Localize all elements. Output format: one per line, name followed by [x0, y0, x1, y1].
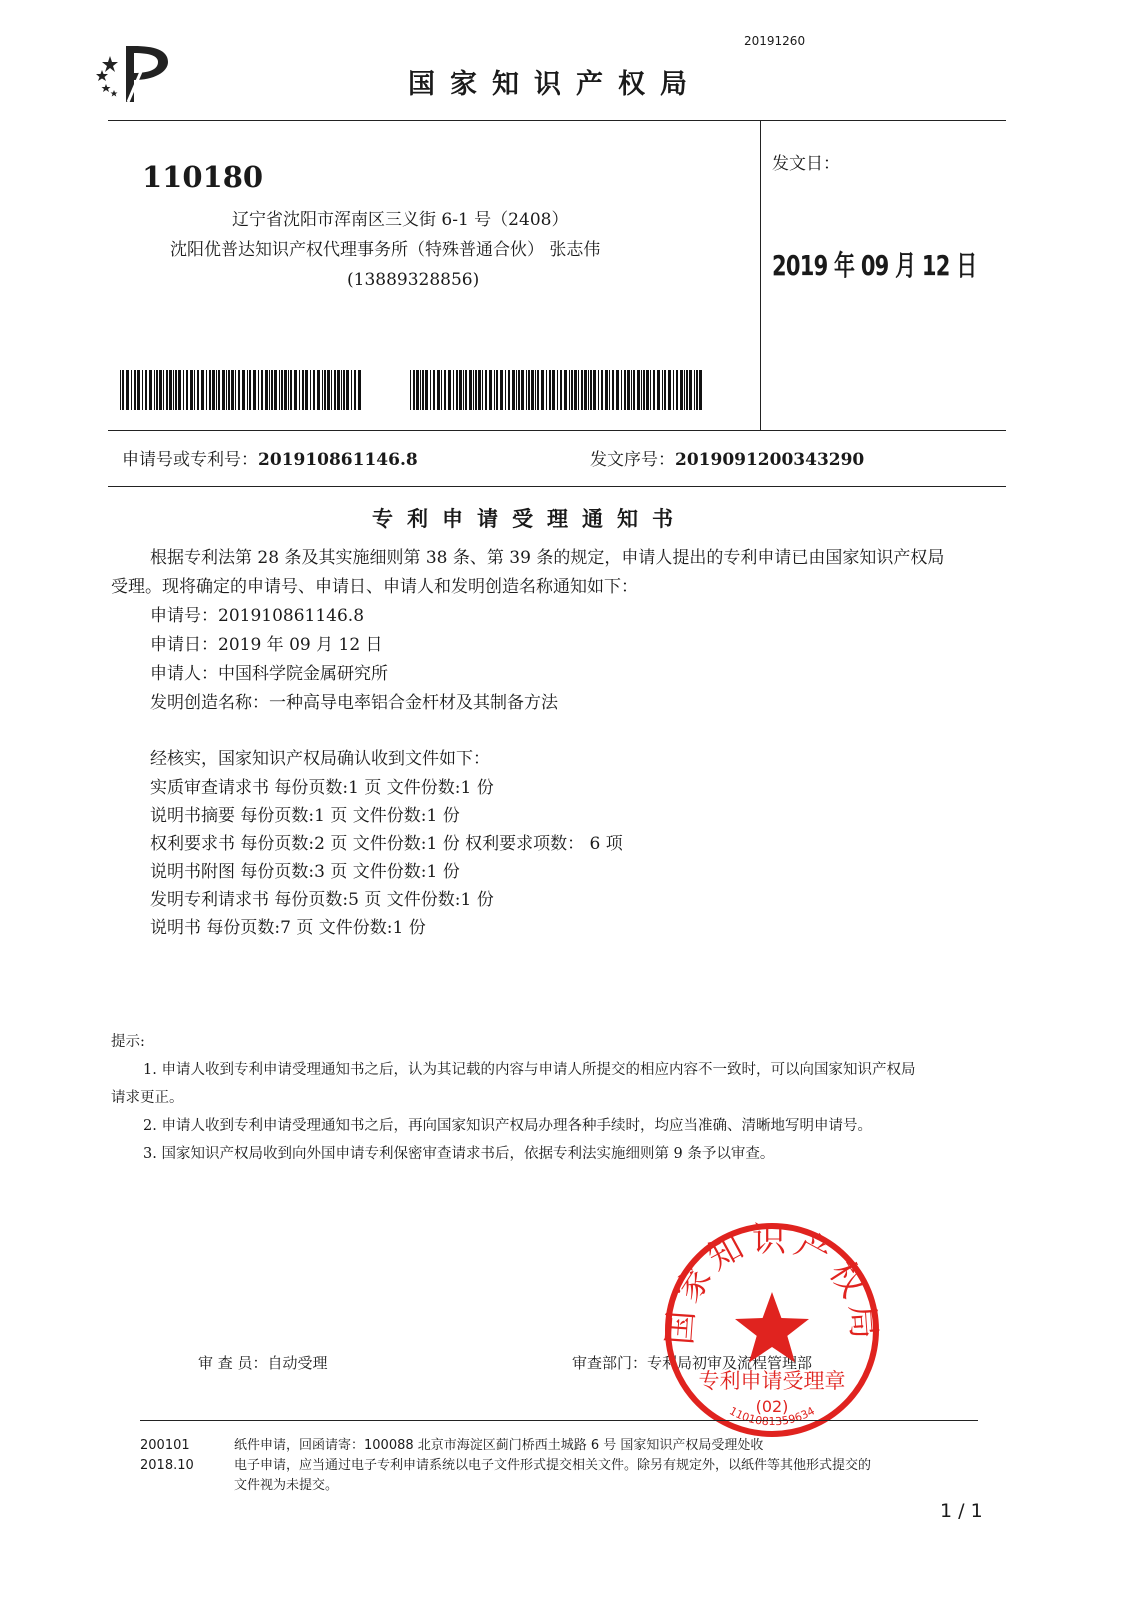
barcode-bar — [526, 370, 527, 410]
barcode-bar — [122, 370, 124, 410]
barcode-bar — [212, 370, 215, 410]
barcode-bar — [593, 370, 596, 410]
barcode-bar — [612, 370, 614, 410]
barcode-bar — [313, 370, 315, 410]
received-file: 说明书附图 每份页数:3 页 文件份数:1 份 — [150, 862, 460, 882]
barcode-bar — [627, 370, 630, 410]
barcode-bar — [149, 370, 152, 410]
barcode-bar — [238, 370, 240, 410]
field-applicant: 申请人：中国科学院金属研究所 — [150, 664, 388, 684]
barcode-bar — [609, 370, 610, 410]
barcode-bar — [258, 370, 259, 410]
barcode-bar — [689, 370, 692, 410]
barcode-bar — [531, 370, 534, 410]
barcode-bar — [574, 370, 577, 410]
barcode-bar — [581, 370, 583, 410]
barcode-bar — [637, 370, 640, 410]
barcode-bar — [253, 370, 256, 410]
barcode-bar — [624, 370, 626, 410]
barcode-bar — [465, 370, 467, 410]
barcode-bar — [354, 370, 356, 410]
barcode-bar — [341, 370, 342, 410]
barcode-bar — [673, 370, 674, 410]
barcode-bar — [500, 370, 503, 410]
barcode-bar — [433, 370, 435, 410]
barcode-bar — [201, 370, 204, 410]
barcode-bar — [643, 370, 645, 410]
seal-number: (02) — [755, 1397, 789, 1416]
barcode-bar — [145, 370, 147, 410]
barcode-bar — [269, 370, 270, 410]
seal-serial: 1101081359634 — [727, 1404, 817, 1429]
barcode-bar — [696, 370, 698, 410]
barcode-bar — [271, 370, 273, 410]
office-name: 国家知识产权局 — [408, 69, 702, 100]
barcode-bar — [473, 370, 474, 410]
issue-date-label: 发文日： — [772, 154, 840, 174]
barcode-bar — [560, 370, 562, 410]
barcode-bar — [186, 370, 188, 410]
barcode-bar — [218, 370, 220, 410]
barcode-bar — [416, 370, 419, 410]
barcode-bar — [247, 370, 248, 410]
barcode-bar — [222, 370, 225, 410]
barcode-bar — [676, 370, 678, 410]
barcode-bar — [541, 370, 544, 410]
barcode-bar — [650, 370, 651, 410]
barcode-bar — [485, 370, 487, 410]
agency-contact: 沈阳优普达知识产权代理事务所（特殊普通合伙） 张志伟 — [170, 240, 601, 260]
footer-line-2: 电子申请，应当通过电子专利申请系统以电子文件形式提交相关文件。除另有规定外，以纸件等其他形式提交的 — [234, 1458, 872, 1473]
barcode-bar — [631, 370, 632, 410]
barcode-bar — [175, 370, 177, 410]
barcode-bar — [578, 370, 579, 410]
app-number-row — [122, 446, 418, 475]
barcode-bar — [505, 370, 506, 410]
barcode-bar — [261, 370, 263, 410]
barcode-bar — [226, 370, 227, 410]
received-file: 发明专利请求书 每份页数:5 页 文件份数:1 份 — [150, 890, 494, 910]
barcode-bar — [324, 370, 326, 410]
barcode-bar — [422, 370, 424, 410]
barcode-bar — [228, 370, 230, 410]
barcode-bar — [163, 370, 164, 410]
barcode-bar — [137, 370, 140, 410]
barcode-bar — [322, 370, 323, 410]
barcode-bar — [456, 370, 458, 410]
barcode-bar — [668, 370, 671, 410]
barcode-bar — [294, 370, 297, 410]
barcode-bar — [265, 370, 268, 410]
barcode-bar — [169, 370, 172, 410]
barcode-bar — [601, 370, 603, 410]
barcode-bar — [453, 370, 454, 410]
barcode-bar — [552, 370, 555, 410]
barcode-bar — [206, 370, 207, 410]
barcode-bar — [549, 370, 551, 410]
barcode-bar — [633, 370, 635, 410]
serial-number-value: 2019091200343290 — [675, 450, 865, 470]
barcode-bar — [664, 370, 666, 410]
barcode-bar — [281, 370, 283, 410]
issue-date-handwritten: 2019 年 09 月 12 日 — [772, 249, 977, 282]
barcode-bar — [686, 370, 688, 410]
barcode-bar — [126, 370, 129, 410]
barcode-bar — [159, 370, 162, 410]
received-file: 说明书摘要 每份页数:1 页 文件份数:1 份 — [150, 806, 460, 826]
barcode-bar — [343, 370, 345, 410]
barcode-bar — [120, 370, 121, 410]
barcode-bar — [694, 370, 695, 410]
barcode-bar — [508, 370, 510, 410]
barcode-bar — [546, 370, 547, 410]
barcode-bar — [459, 370, 462, 410]
barcode-bar — [420, 370, 421, 410]
barcode-bar — [134, 370, 136, 410]
barcode-bar — [154, 370, 155, 410]
barcode-right — [410, 370, 702, 410]
barcode-bar — [564, 370, 567, 410]
barcode-bar — [216, 370, 217, 410]
barcode-bar — [194, 370, 195, 410]
app-number-label: 申请号或专利号： — [122, 450, 258, 470]
serial-number-label: 发文序号： — [590, 450, 675, 470]
barcode-bar — [571, 370, 573, 410]
barcode-bar — [178, 370, 181, 410]
barcode-bar — [327, 370, 330, 410]
received-file: 权利要求书 每份页数:2 页 文件份数:1 份 权利要求项数： 6 项 — [150, 834, 623, 854]
barcode-bar — [469, 370, 472, 410]
barcode-bar — [588, 370, 589, 410]
barcode-bar — [413, 370, 415, 410]
barcode-bar — [166, 370, 168, 410]
barcode-bar — [646, 370, 649, 410]
review-dept-value: 专利局初审及流程管理部 — [647, 1354, 813, 1372]
barcode-bar — [557, 370, 558, 410]
app-number-value: 201910861146.8 — [258, 450, 418, 470]
barcode-bar — [274, 370, 277, 410]
barcode-bar — [156, 370, 158, 410]
barcode-bar — [358, 370, 361, 410]
barcode-bar — [430, 370, 431, 410]
barcode-bar — [641, 370, 642, 410]
barcode-bar — [598, 370, 599, 410]
barcode-bar — [299, 370, 300, 410]
barcode-bar — [475, 370, 477, 410]
received-file: 说明书 每份页数:7 页 文件份数:1 份 — [150, 918, 426, 938]
barcode-bar — [528, 370, 530, 410]
field-app-date: 申请日：2019 年 09 月 12 日 — [150, 635, 383, 655]
barcode-bar — [331, 370, 332, 410]
barcode-bar — [518, 370, 520, 410]
page-number: 1 / 1 — [940, 1500, 983, 1522]
barcode-bar — [231, 370, 234, 410]
received-intro: 经核实，国家知识产权局确认收到文件如下： — [150, 749, 490, 769]
barcode-bar — [197, 370, 199, 410]
barcode-bar — [496, 370, 498, 410]
footer-line-3: 文件视为未提交。 — [234, 1478, 339, 1493]
address: 辽宁省沈阳市浑南区三义街 6-1 号（2408） — [232, 210, 569, 230]
barcode-bar — [569, 370, 570, 410]
barcode-bar — [351, 370, 352, 410]
barcode-bar — [209, 370, 211, 410]
examiner-label: 审 查 员： — [198, 1354, 268, 1372]
barcode-bar — [684, 370, 685, 410]
barcode-bar — [317, 370, 320, 410]
barcode-bar — [448, 370, 451, 410]
hints-label: 提示: — [111, 1034, 145, 1050]
review-dept-label: 审查部门： — [572, 1354, 648, 1372]
barcode-bar — [535, 370, 536, 410]
phone: (13889328856) — [347, 270, 480, 290]
barcode-bar — [279, 370, 280, 410]
footer-line-1: 纸件申请，回函请寄：100088 北京市海淀区蓟门桥西土城路 6 号 国家知识产权局受理处收 — [234, 1438, 764, 1453]
barcode-bar — [494, 370, 495, 410]
barcode-bar — [590, 370, 592, 410]
hint-1-line-2: 请求更正。 — [111, 1090, 184, 1106]
intro-line-1: 根据专利法第 28 条及其实施细则第 38 条、第 39 条的规定，申请人提出的专利申请已由国家知识产权局 — [150, 548, 945, 568]
barcode-bar — [425, 370, 428, 410]
barcode-bar — [302, 370, 304, 410]
barcode-bar — [512, 370, 515, 410]
barcode-bar — [173, 370, 174, 410]
barcode-bar — [444, 370, 446, 410]
barcode-bar — [605, 370, 608, 410]
examiner — [198, 1352, 328, 1373]
cnipa-logo-icon — [88, 40, 180, 108]
barcode-bar — [478, 370, 481, 410]
field-app-number: 申请号：201910861146.8 — [150, 606, 365, 626]
barcode-bar — [290, 370, 292, 410]
barcode-bar — [537, 370, 539, 410]
barcode-bar — [516, 370, 517, 410]
barcode-bar — [337, 370, 340, 410]
barcode-bar — [463, 370, 464, 410]
barcode-bar — [235, 370, 236, 410]
hint-3: 3. 国家知识产权局收到向外国申请专利保密审查请求书后，依据专利法实施细则第 9 条予以审查。 — [143, 1146, 775, 1162]
barcode-bar — [305, 370, 308, 410]
barcode-bar — [584, 370, 587, 410]
barcode-bar — [249, 370, 251, 410]
barcode-bar — [288, 370, 289, 410]
barcode-bar — [616, 370, 619, 410]
barcode-bar — [242, 370, 245, 410]
postcode: 110180 — [142, 160, 264, 194]
seal-center-text: 专利申请受理章 — [698, 1369, 846, 1393]
official-seal — [660, 1218, 884, 1442]
examiner-value: 自动受理 — [267, 1354, 328, 1372]
barcode-bar — [699, 370, 702, 410]
intro-line-2: 受理。现将确定的申请号、申请日、申请人和发明创造名称通知如下： — [111, 577, 638, 597]
barcode-bar — [621, 370, 622, 410]
barcode-bar — [521, 370, 524, 410]
barcode-bar — [190, 370, 193, 410]
doc-code: 20191260 — [744, 34, 806, 48]
barcode-bar — [437, 370, 440, 410]
field-invention-name: 发明创造名称：一种高导电率铝合金杆材及其制备方法 — [150, 693, 558, 713]
received-file: 实质审查请求书 每份页数:1 页 文件份数:1 份 — [150, 778, 494, 798]
barcode-bar — [183, 370, 184, 410]
barcode-bar — [346, 370, 349, 410]
barcode-bar — [680, 370, 683, 410]
hint-1-line-1: 1. 申请人收到专利申请受理通知书之后，认为其记载的内容与申请人所提交的相应内容不一致时，可以向国家知识产权局 — [143, 1062, 916, 1078]
barcode-bar — [657, 370, 660, 410]
barcode-bar — [489, 370, 492, 410]
barcode-left — [120, 370, 362, 410]
barcode-bar — [482, 370, 483, 410]
form-date: 2018.10 — [140, 1458, 194, 1473]
serial-number-row — [590, 446, 864, 475]
notice-title: 专利申请受理通知书 — [372, 506, 687, 531]
barcode-bar — [653, 370, 655, 410]
barcode-bar — [662, 370, 663, 410]
barcode-bar — [441, 370, 442, 410]
barcode-bar — [310, 370, 311, 410]
barcode-bar — [334, 370, 336, 410]
seal-ring-text: 国家知识产权局 — [660, 1220, 884, 1347]
barcode-bar — [131, 370, 132, 410]
barcode-bar — [142, 370, 143, 410]
form-code: 200101 — [140, 1438, 190, 1453]
barcode-bar — [284, 370, 287, 410]
hint-2: 2. 申请人收到专利申请受理通知书之后，再向国家知识产权局办理各种手续时，均应当准确、清晰地写明申请号。 — [143, 1118, 872, 1134]
barcode-bar — [410, 370, 411, 410]
